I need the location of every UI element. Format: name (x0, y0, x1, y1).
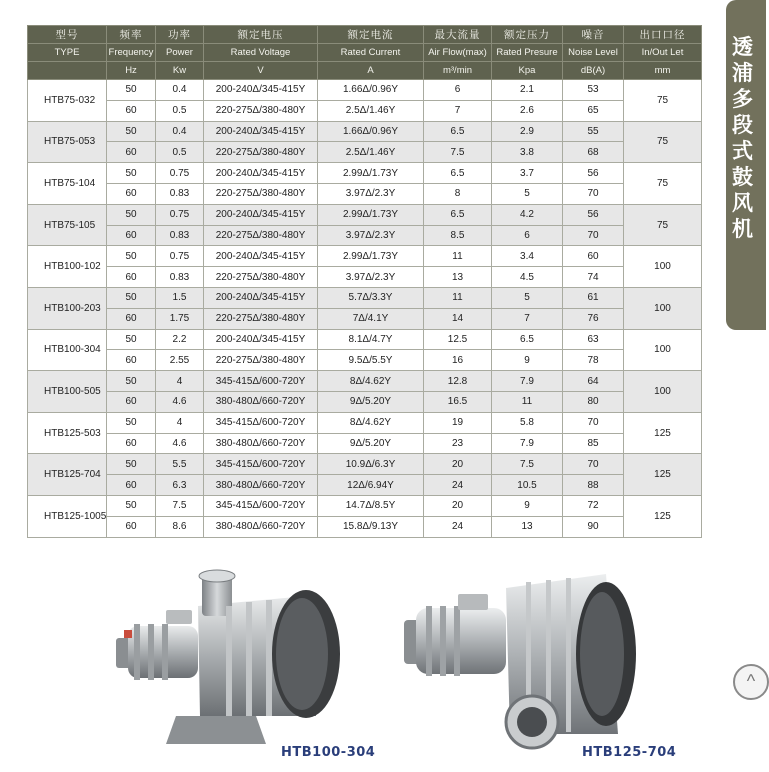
header-row-en (28, 44, 702, 62)
cell-pressure: 3.7 (492, 163, 563, 184)
cell-pressure: 7.9 (492, 433, 563, 454)
cell-hz: 60 (107, 433, 156, 454)
header-cell: TYPE (28, 44, 107, 62)
cell-flow: 11 (424, 246, 492, 267)
cell-pressure: 5.8 (492, 412, 563, 433)
cell-voltage: 380-480Δ/660-720Y (204, 516, 318, 537)
outlet-cell: 100 (624, 371, 702, 413)
cell-flow: 24 (424, 475, 492, 496)
header-cell: Frequency (107, 44, 156, 62)
cell-pressure: 11 (492, 391, 563, 412)
table-row (28, 163, 702, 184)
cell-flow: 23 (424, 433, 492, 454)
header-row-unit (28, 62, 702, 80)
header-cell: 最大流量 (424, 26, 492, 44)
cell-hz: 60 (107, 142, 156, 163)
cell-flow: 16 (424, 350, 492, 371)
header-cell (28, 62, 107, 80)
cell-hz: 50 (107, 412, 156, 433)
table-row (28, 225, 702, 246)
cell-current: 1.66Δ/0.96Y (318, 80, 424, 101)
table-row (28, 516, 702, 537)
cell-current: 2.5Δ/1.46Y (318, 100, 424, 121)
header-cell: 型号 (28, 26, 107, 44)
table-row (28, 391, 702, 412)
cell-hz: 60 (107, 475, 156, 496)
cell-noise: 74 (563, 267, 624, 288)
cell-voltage: 220-275Δ/380-480Y (204, 267, 318, 288)
cell-hz: 50 (107, 163, 156, 184)
cell-voltage: 345-415Δ/600-720Y (204, 412, 318, 433)
cell-pressure: 2.1 (492, 80, 563, 101)
cell-noise: 64 (563, 371, 624, 392)
cell-hz: 60 (107, 308, 156, 329)
cell-kw: 5.5 (156, 454, 204, 475)
cell-flow: 8 (424, 183, 492, 204)
cell-noise: 56 (563, 204, 624, 225)
cell-pressure: 4.5 (492, 267, 563, 288)
cell-current: 10.9Δ/6.3Y (318, 454, 424, 475)
cell-kw: 6.3 (156, 475, 204, 496)
header-cell: m³/min (424, 62, 492, 80)
cell-flow: 24 (424, 516, 492, 537)
cell-pressure: 6 (492, 225, 563, 246)
table-row (28, 142, 702, 163)
header-cell: 出口口径 (624, 26, 702, 44)
table-row (28, 183, 702, 204)
cell-kw: 0.83 (156, 267, 204, 288)
cell-noise: 60 (563, 246, 624, 267)
cell-pressure: 10.5 (492, 475, 563, 496)
header-cell: 额定电流 (318, 26, 424, 44)
model-cell: HTB125-1005 (28, 495, 107, 537)
model-cell: HTB100-304 (28, 329, 107, 371)
cell-voltage: 200-240Δ/345-415Y (204, 163, 318, 184)
cell-kw: 1.5 (156, 287, 204, 308)
cell-current: 3.97Δ/2.3Y (318, 225, 424, 246)
cell-voltage: 200-240Δ/345-415Y (204, 121, 318, 142)
cell-hz: 60 (107, 350, 156, 371)
cell-kw: 4 (156, 412, 204, 433)
cell-current: 8.1Δ/4.7Y (318, 329, 424, 350)
cell-flow: 6.5 (424, 204, 492, 225)
table-row (28, 495, 702, 516)
cell-hz: 60 (107, 183, 156, 204)
cell-noise: 72 (563, 495, 624, 516)
cell-flow: 14 (424, 308, 492, 329)
cell-noise: 61 (563, 287, 624, 308)
cell-noise: 70 (563, 183, 624, 204)
side-tab-glyph: 浦 (732, 61, 753, 85)
cell-current: 1.66Δ/0.96Y (318, 121, 424, 142)
cell-voltage: 200-240Δ/345-415Y (204, 329, 318, 350)
cell-voltage: 345-415Δ/600-720Y (204, 371, 318, 392)
cell-pressure: 7.5 (492, 454, 563, 475)
cell-voltage: 220-275Δ/380-480Y (204, 142, 318, 163)
cell-pressure: 7.9 (492, 371, 563, 392)
outlet-cell: 125 (624, 412, 702, 454)
cell-flow: 7 (424, 100, 492, 121)
cell-pressure: 5 (492, 183, 563, 204)
cell-current: 14.7Δ/8.5Y (318, 495, 424, 516)
table-row (28, 246, 702, 267)
cell-noise: 53 (563, 80, 624, 101)
cell-kw: 0.4 (156, 121, 204, 142)
cell-hz: 50 (107, 454, 156, 475)
cell-hz: 60 (107, 267, 156, 288)
cell-pressure: 3.4 (492, 246, 563, 267)
cell-kw: 0.75 (156, 163, 204, 184)
chevron-up-icon: ^ (746, 671, 756, 691)
header-cell: Air Flow(max) (424, 44, 492, 62)
cell-current: 9Δ/5.20Y (318, 433, 424, 454)
cell-voltage: 200-240Δ/345-415Y (204, 204, 318, 225)
cell-current: 2.99Δ/1.73Y (318, 163, 424, 184)
cell-hz: 50 (107, 121, 156, 142)
model-cell: HTB75-032 (28, 80, 107, 122)
cell-noise: 63 (563, 329, 624, 350)
table-row (28, 267, 702, 288)
cell-hz: 50 (107, 204, 156, 225)
spec-table (27, 25, 702, 538)
cell-kw: 2.2 (156, 329, 204, 350)
side-tab-glyph: 式 (732, 139, 753, 163)
header-cell: Kpa (492, 62, 563, 80)
cell-noise: 65 (563, 100, 624, 121)
cell-flow: 8.5 (424, 225, 492, 246)
outlet-cell: 100 (624, 287, 702, 329)
side-tab-glyph: 风 (732, 191, 753, 215)
table-row (28, 412, 702, 433)
model-cell: HTB75-104 (28, 163, 107, 205)
cell-voltage: 220-275Δ/380-480Y (204, 350, 318, 371)
cell-flow: 6 (424, 80, 492, 101)
model-cell: HTB125-704 (28, 454, 107, 496)
side-tab-glyph: 鼓 (732, 165, 753, 189)
cell-voltage: 345-415Δ/600-720Y (204, 495, 318, 516)
outlet-cell: 75 (624, 80, 702, 122)
header-cell: 噪音 (563, 26, 624, 44)
product-image-htb100-304 (106, 566, 344, 744)
table-row (28, 433, 702, 454)
model-cell: HTB100-102 (28, 246, 107, 288)
table-row (28, 80, 702, 101)
table-row (28, 308, 702, 329)
cell-noise: 56 (563, 163, 624, 184)
outlet-cell: 100 (624, 246, 702, 288)
cell-voltage: 380-480Δ/660-720Y (204, 391, 318, 412)
cell-voltage: 220-275Δ/380-480Y (204, 308, 318, 329)
cell-noise: 70 (563, 225, 624, 246)
table-header (28, 26, 702, 80)
cell-current: 3.97Δ/2.3Y (318, 267, 424, 288)
cell-current: 3.97Δ/2.3Y (318, 183, 424, 204)
table-row (28, 100, 702, 121)
header-cell: In/Out Let (624, 44, 702, 62)
table-row (28, 371, 702, 392)
model-cell: HTB75-105 (28, 204, 107, 246)
model-cell: HTB100-203 (28, 287, 107, 329)
cell-noise: 80 (563, 391, 624, 412)
header-cell: mm (624, 62, 702, 80)
cell-flow: 16.5 (424, 391, 492, 412)
header-row-cn (28, 26, 702, 44)
side-tab-glyph: 透 (732, 35, 753, 59)
header-cell: A (318, 62, 424, 80)
cell-kw: 8.6 (156, 516, 204, 537)
cell-pressure: 9 (492, 350, 563, 371)
table-row (28, 350, 702, 371)
cell-current: 12Δ/6.94Y (318, 475, 424, 496)
caption-htb100-304: HTB100-304 (281, 745, 376, 760)
cell-current: 9.5Δ/5.5Y (318, 350, 424, 371)
cell-kw: 1.75 (156, 308, 204, 329)
cell-kw: 0.75 (156, 246, 204, 267)
product-image-htb125-704 (400, 568, 640, 758)
cell-kw: 0.83 (156, 225, 204, 246)
table-row (28, 329, 702, 350)
header-cell: V (204, 62, 318, 80)
cell-current: 8Δ/4.62Y (318, 412, 424, 433)
cell-kw: 4 (156, 371, 204, 392)
cell-pressure: 2.6 (492, 100, 563, 121)
outlet-cell: 100 (624, 329, 702, 371)
model-cell: HTB75-053 (28, 121, 107, 163)
cell-noise: 88 (563, 475, 624, 496)
model-cell: HTB100-505 (28, 371, 107, 413)
cell-noise: 70 (563, 454, 624, 475)
cell-hz: 50 (107, 246, 156, 267)
cell-flow: 20 (424, 495, 492, 516)
cell-pressure: 3.8 (492, 142, 563, 163)
side-tab-glyph: 多 (732, 87, 753, 111)
cell-hz: 50 (107, 80, 156, 101)
outlet-cell: 75 (624, 163, 702, 205)
cell-flow: 12.5 (424, 329, 492, 350)
cell-hz: 50 (107, 329, 156, 350)
cell-voltage: 345-415Δ/600-720Y (204, 454, 318, 475)
table-row (28, 454, 702, 475)
cell-current: 15.8Δ/9.13Y (318, 516, 424, 537)
header-cell: 额定电压 (204, 26, 318, 44)
cell-pressure: 6.5 (492, 329, 563, 350)
cell-voltage: 220-275Δ/380-480Y (204, 183, 318, 204)
cell-pressure: 4.2 (492, 204, 563, 225)
header-cell: Noise Level (563, 44, 624, 62)
table-row (28, 287, 702, 308)
outlet-cell: 75 (624, 204, 702, 246)
header-cell: Kw (156, 62, 204, 80)
cell-flow: 12.8 (424, 371, 492, 392)
header-cell: 额定压力 (492, 26, 563, 44)
caption-htb125-704: HTB125-704 (582, 745, 677, 760)
cell-kw: 0.5 (156, 142, 204, 163)
cell-current: 2.99Δ/1.73Y (318, 204, 424, 225)
cell-flow: 6.5 (424, 163, 492, 184)
side-tab-glyph: 段 (732, 113, 753, 137)
cell-pressure: 9 (492, 495, 563, 516)
cell-hz: 60 (107, 391, 156, 412)
cell-flow: 13 (424, 267, 492, 288)
cell-current: 9Δ/5.20Y (318, 391, 424, 412)
cell-current: 7Δ/4.1Y (318, 308, 424, 329)
cell-kw: 0.5 (156, 100, 204, 121)
model-cell: HTB125-503 (28, 412, 107, 454)
header-cell: Rated Current (318, 44, 424, 62)
cell-flow: 11 (424, 287, 492, 308)
cell-kw: 4.6 (156, 391, 204, 412)
cell-flow: 6.5 (424, 121, 492, 142)
cell-kw: 4.6 (156, 433, 204, 454)
cell-voltage: 380-480Δ/660-720Y (204, 475, 318, 496)
cell-noise: 55 (563, 121, 624, 142)
cell-flow: 19 (424, 412, 492, 433)
cell-current: 2.5Δ/1.46Y (318, 142, 424, 163)
cell-kw: 7.5 (156, 495, 204, 516)
outlet-cell: 125 (624, 454, 702, 496)
cell-voltage: 220-275Δ/380-480Y (204, 225, 318, 246)
cell-noise: 90 (563, 516, 624, 537)
cell-hz: 50 (107, 371, 156, 392)
table-body (28, 80, 702, 538)
cell-voltage: 200-240Δ/345-415Y (204, 246, 318, 267)
cell-noise: 78 (563, 350, 624, 371)
cell-noise: 68 (563, 142, 624, 163)
cell-pressure: 7 (492, 308, 563, 329)
cell-noise: 76 (563, 308, 624, 329)
cell-hz: 60 (107, 225, 156, 246)
cell-pressure: 2.9 (492, 121, 563, 142)
cell-current: 8Δ/4.62Y (318, 371, 424, 392)
cell-hz: 50 (107, 287, 156, 308)
header-cell: Hz (107, 62, 156, 80)
cell-current: 5.7Δ/3.3Y (318, 287, 424, 308)
cell-pressure: 5 (492, 287, 563, 308)
outlet-cell: 125 (624, 495, 702, 537)
header-cell: Power (156, 44, 204, 62)
cell-kw: 0.4 (156, 80, 204, 101)
cell-noise: 70 (563, 412, 624, 433)
cell-flow: 20 (424, 454, 492, 475)
table-row (28, 204, 702, 225)
table-row (28, 121, 702, 142)
header-cell: 频率 (107, 26, 156, 44)
cell-voltage: 220-275Δ/380-480Y (204, 100, 318, 121)
header-cell: dB(A) (563, 62, 624, 80)
cell-voltage: 200-240Δ/345-415Y (204, 287, 318, 308)
cell-noise: 85 (563, 433, 624, 454)
cell-current: 2.99Δ/1.73Y (318, 246, 424, 267)
scroll-up-button[interactable] (733, 664, 769, 700)
table-row (28, 475, 702, 496)
cell-flow: 7.5 (424, 142, 492, 163)
header-cell: Rated Presure (492, 44, 563, 62)
cell-hz: 60 (107, 100, 156, 121)
header-cell: 功率 (156, 26, 204, 44)
cell-hz: 50 (107, 495, 156, 516)
cell-kw: 2.55 (156, 350, 204, 371)
side-tab-glyph: 机 (732, 217, 753, 241)
cell-kw: 0.83 (156, 183, 204, 204)
header-cell: Rated Voltage (204, 44, 318, 62)
side-category-tab[interactable] (726, 0, 766, 330)
cell-voltage: 380-480Δ/660-720Y (204, 433, 318, 454)
cell-pressure: 13 (492, 516, 563, 537)
outlet-cell: 75 (624, 121, 702, 163)
cell-kw: 0.75 (156, 204, 204, 225)
cell-hz: 60 (107, 516, 156, 537)
cell-voltage: 200-240Δ/345-415Y (204, 80, 318, 101)
